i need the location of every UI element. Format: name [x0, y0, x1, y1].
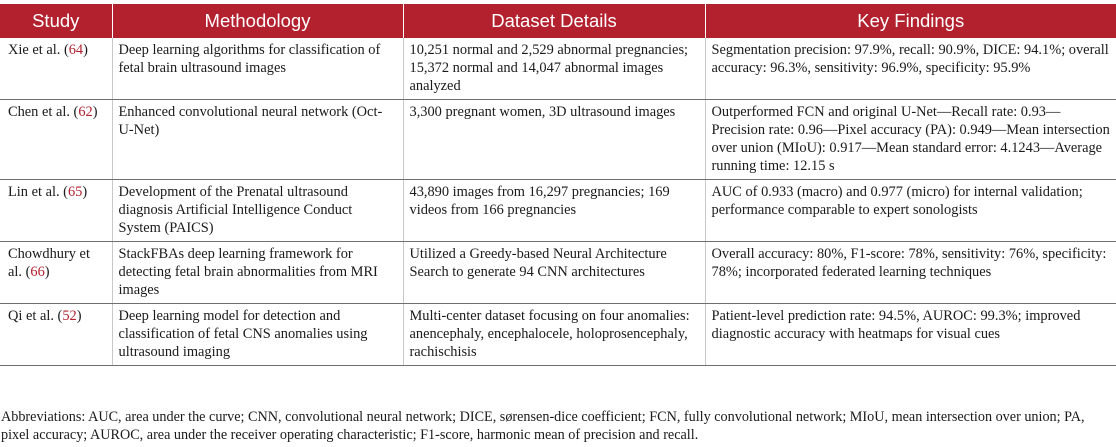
reference-link[interactable]: 66 [30, 264, 45, 280]
dataset-cell: 10,251 normal and 2,529 abnormal pregnancies; 15,372 normal and 14,047 abnormal images analyzed [403, 38, 705, 100]
methodology-cell: Enhanced convolutional neural network (Oct-U-Net) [112, 100, 403, 180]
table-row [0, 242, 1116, 304]
study-cell [0, 242, 112, 304]
reference-link[interactable]: 64 [68, 42, 84, 58]
header-key-findings: Key Findings [705, 4, 1116, 38]
study-name-close: ) [76, 308, 82, 324]
findings-cell: Segmentation precision: 97.9%, recall: 90.9%, DICE: 94.1%; overall accuracy: 96.3%, sensitivity: 96.9%, specificity: 95.9% [705, 38, 1116, 100]
findings-cell: Patient-level prediction rate: 94.5%, AUROC: 99.3%; improved diagnostic accuracy with heatmaps for visual cues [705, 304, 1116, 366]
study-cell [0, 304, 112, 366]
findings-cell: Outperformed FCN and original U-Net—Recall rate: 0.93—Precision rate: 0.96—Pixel accuracy (PA): 0.949—Mean intersection over union (MIoU): 0.917—Mean standard error: 4.1243—Average running time: 12.15 s [705, 100, 1116, 180]
study-name-close: ) [44, 264, 50, 280]
study-name: Qi et al. ( [8, 308, 63, 324]
study-name-close: ) [82, 184, 88, 200]
findings-cell: AUC of 0.933 (macro) and 0.977 (micro) for internal validation; performance comparable to expert sonologists [705, 180, 1116, 242]
header-dataset-details: Dataset Details [403, 4, 705, 38]
findings-cell: Overall accuracy: 80%, F1-score: 78%, sensitivity: 76%, specificity: 78%; incorporated federated learning techniques [705, 242, 1116, 304]
study-name: Xie et al. ( [8, 42, 69, 58]
methodology-cell: StackFBAs deep learning framework for detecting fetal brain abnormalities from MRI images [112, 242, 403, 304]
study-cell [0, 180, 112, 242]
study-name-close: ) [83, 42, 88, 58]
header-study: Study [0, 4, 112, 38]
table-header-row [0, 4, 1116, 38]
table-row [0, 100, 1116, 180]
reference-link[interactable]: 62 [78, 104, 93, 120]
dataset-cell: Utilized a Greedy-based Neural Architecture Search to generate 94 CNN architectures [403, 242, 705, 304]
methodology-cell: Deep learning algorithms for classification of fetal brain ultrasound images [112, 38, 403, 100]
methodology-cell: Development of the Prenatal ultrasound diagnosis Artificial Intelligence Conduct System (PAICS) [112, 180, 403, 242]
studies-table [0, 4, 1116, 366]
dataset-cell: 43,890 images from 16,297 pregnancies; 169 videos from 166 pregnancies [403, 180, 705, 242]
dataset-cell: Multi-center dataset focusing on four anomalies: anencephaly, encephalocele, holoprosencephaly, rachischisis [403, 304, 705, 366]
study-name: Chowdhury et al. ( [8, 246, 90, 280]
reference-link[interactable]: 65 [67, 184, 83, 200]
table-row [0, 304, 1116, 366]
reference-link[interactable]: 52 [62, 308, 77, 324]
table-row [0, 180, 1116, 242]
table-row [0, 38, 1116, 100]
study-cell [0, 38, 112, 100]
dataset-cell: 3,300 pregnant women, 3D ultrasound images [403, 100, 705, 180]
abbreviations-footnote: Abbreviations: AUC, area under the curve; CNN, convolutional neural network; DICE, sørensen-dice coefficient; FCN, fully convolutional network; MIoU, mean intersection over union; PA, pixel accuracy; AUROC, area under the receiver operating characteristic; F1-score, harmonic mean of precision and recall. [1, 409, 1085, 443]
study-name: Lin et al. ( [8, 184, 68, 200]
study-cell [0, 100, 112, 180]
header-methodology: Methodology [112, 4, 403, 38]
study-name: Chen et al. ( [8, 104, 79, 120]
methodology-cell: Deep learning model for detection and classification of fetal CNS anomalies using ultrasound imaging [112, 304, 403, 366]
study-name-close: ) [92, 104, 98, 120]
